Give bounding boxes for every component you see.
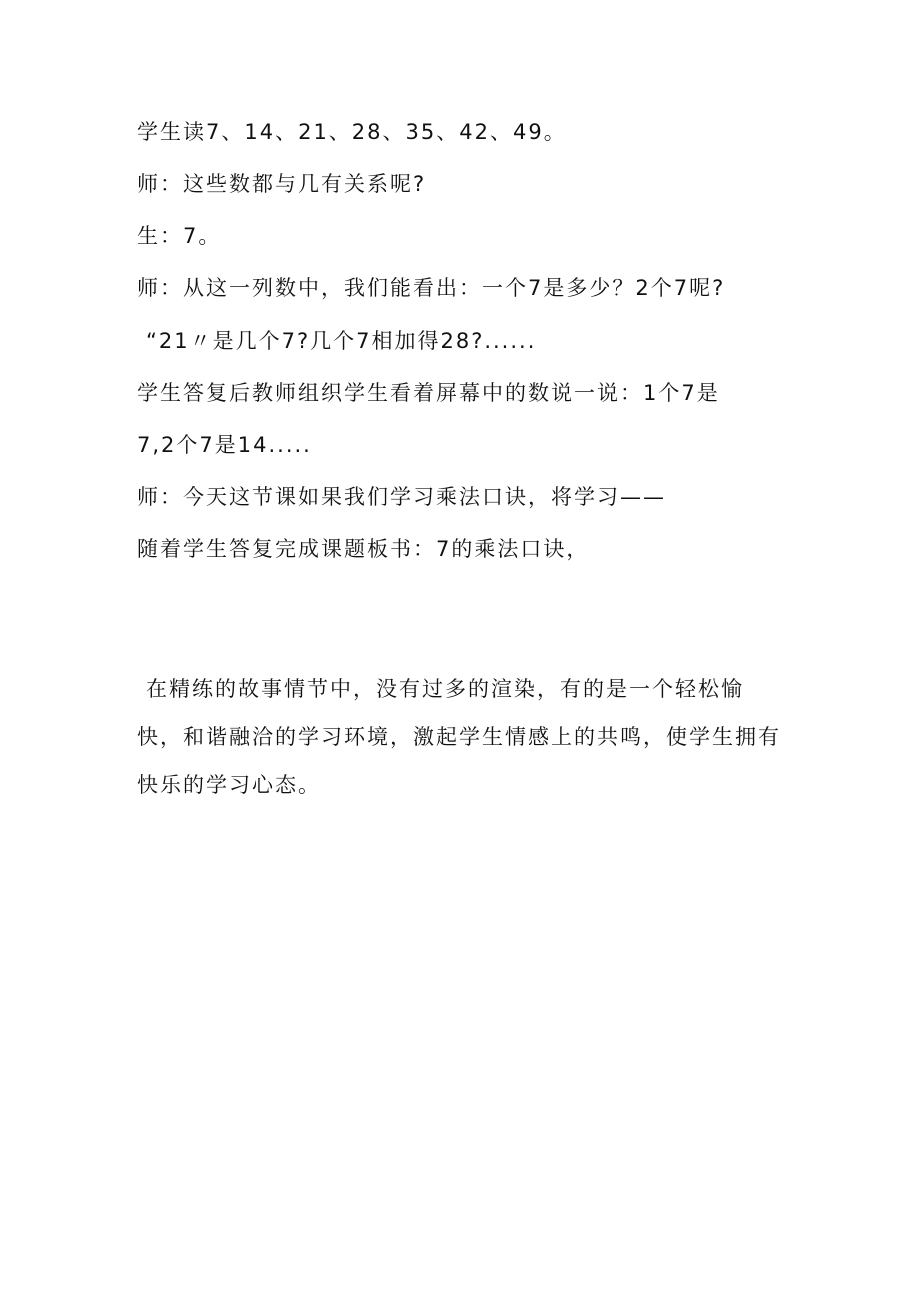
- commentary-line: 快，和谐融洽的学习环境，激起学生情感上的共鸣，使学生拥有: [137, 725, 781, 749]
- dialogue-line: “21〃是几个7?几个7相加得28?......: [146, 329, 537, 353]
- dialogue-line: 师：从这一列数中，我们能看出：一个7是多少？2个7呢?: [137, 276, 726, 300]
- dialogue-line: 学生读7、14、21、28、35、42、49。: [137, 120, 567, 144]
- commentary-line: 快乐的学习心态。: [137, 773, 321, 797]
- dialogue-line: 生：7。: [137, 224, 222, 248]
- commentary-line: 在精练的故事情节中，没有过多的渲染，有的是一个轻松愉: [146, 677, 744, 701]
- dialogue-line: 师：这些数都与几有关系呢?: [137, 172, 427, 196]
- dialogue-line: 师：今天这节课如果我们学习乘法口诀，将学习——: [137, 485, 666, 509]
- dialogue-line: 随着学生答复完成课题板书：7的乘法口诀，: [137, 537, 590, 561]
- dialogue-line: 学生答复后教师组织学生看着屏幕中的数说一说：1个7是: [137, 381, 720, 405]
- dialogue-line: 7,2个7是14.....: [137, 433, 312, 457]
